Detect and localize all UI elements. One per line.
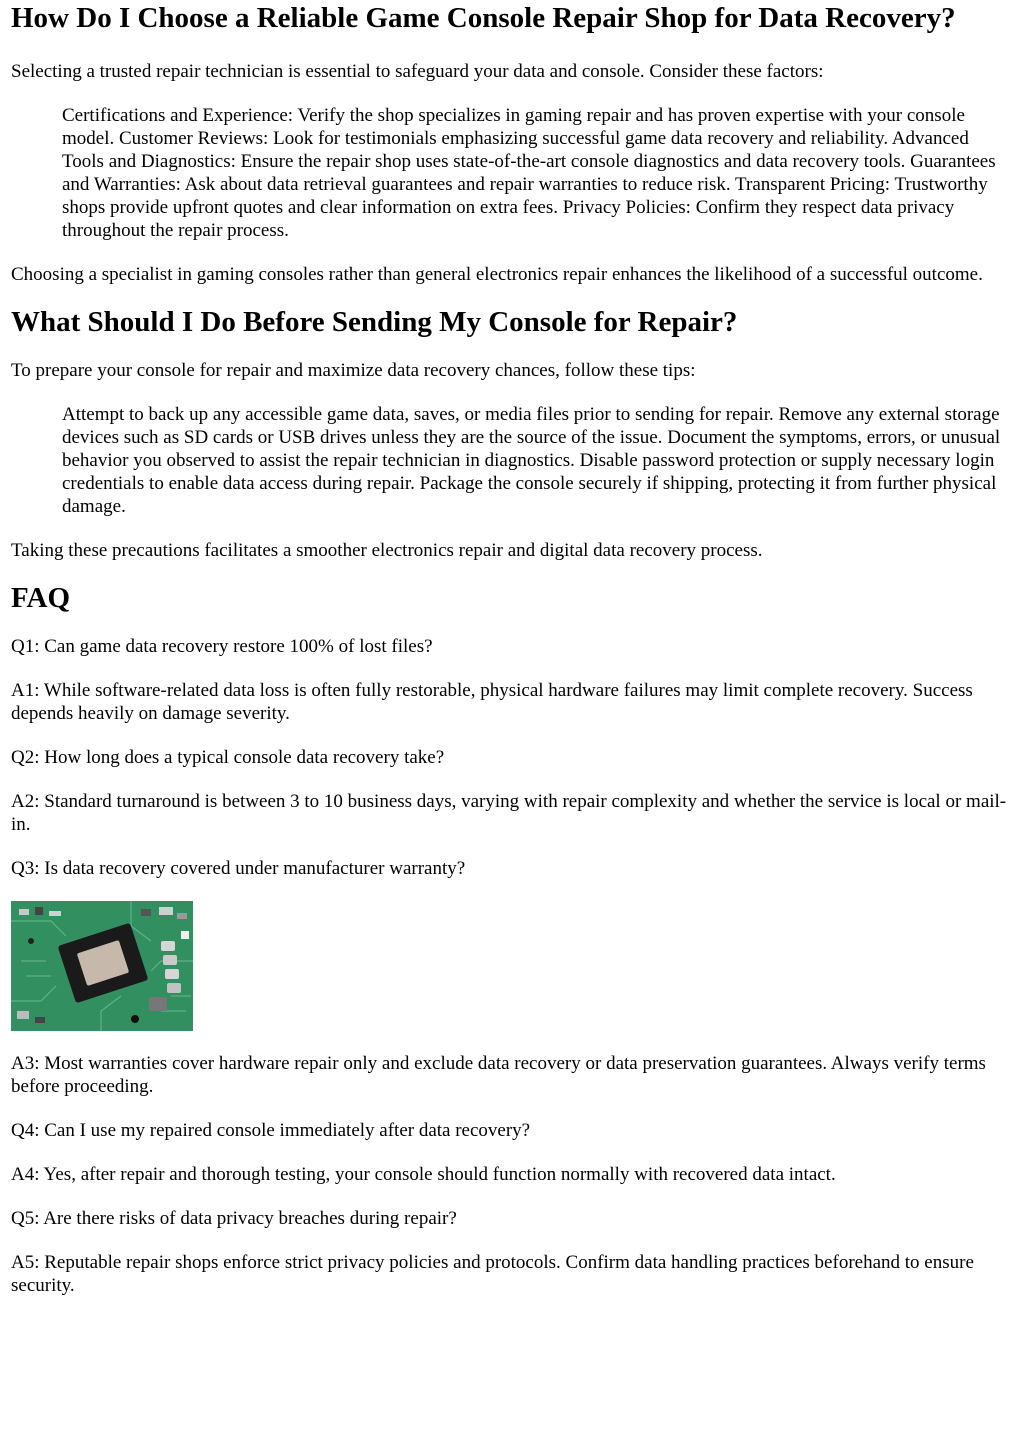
faq-answer: A5: Reputable repair shops enforce strict privacy policies and protocols. Confirm data handling practices beforehand to ensure security. xyxy=(11,1252,974,1296)
section-conclusion: Choosing a specialist in gaming consoles rather than general electronics repair enhances the likelihood of a successful outcome. xyxy=(11,264,983,285)
faq-answer: A1: While software-related data loss is often fully restorable, physical hardware failures may limit complete recovery. Success depends heavily on damage severity. xyxy=(11,680,973,724)
faq-heading: FAQ xyxy=(11,582,71,614)
section-heading-choose-shop: How Do I Choose a Reliable Game Console Repair Shop for Data Recovery? xyxy=(11,2,956,34)
section-heading-before-repair: What Should I Do Before Sending My Console for Repair? xyxy=(11,306,738,338)
circuit-board-image xyxy=(11,901,1014,1031)
faq-answer: A2: Standard turnaround is between 3 to 10 business days, varying with repair complexity and whether the service is local or mail-in. xyxy=(11,791,1007,835)
faq-answer: A3: Most warranties cover hardware repair only and exclude data recovery or data preservation guarantees. Always verify terms before proceeding. xyxy=(11,1053,986,1097)
faq-question: Q4: Can I use my repaired console immediately after data recovery? xyxy=(11,1120,531,1141)
faq-question: Q2: How long does a typical console data recovery take? xyxy=(11,747,445,768)
faq-question: Q1: Can game data recovery restore 100% of lost files? xyxy=(11,636,433,657)
factors-list: Certifications and Experience: Verify the shop specializes in gaming repair and has proven expertise with your console model. Customer Reviews: Look for testimonials emphasizing successful game data recovery and reliability. Advanced Tools and Diagnostics: Ensure the repair shop uses state-of-the-art console diagnostics and data recovery tools. Guarantees and Warranties: Ask about data retrieval guarantees and repair warranties to reduce risk. Transparent Pricing: Trustworthy shops provide upfront quotes and clear information on extra fees. Privacy Policies: Confirm they respect data privacy throughout the repair process. xyxy=(62,105,996,241)
faq-question: Q3: Is data recovery covered under manufacturer warranty? xyxy=(11,858,466,879)
tips-list: Attempt to back up any accessible game data, saves, or media files prior to sending for repair. Remove any external storage devices such as SD cards or USB drives unless they are the source of the issue. Document the symptoms, errors, or unusual behavior you observed to assist the repair technician in diagnostics. Disable password protection or supply necessary login credentials to enable data access during repair. Package the console securely if shipping, protecting it from further physical damage. xyxy=(62,404,1001,517)
section-intro: Selecting a trusted repair technician is essential to safeguard your data and console. Consider these factors: xyxy=(11,61,824,82)
faq-question: Q5: Are there risks of data privacy breaches during repair? xyxy=(11,1208,457,1229)
section-intro: To prepare your console for repair and maximize data recovery chances, follow these tips: xyxy=(11,360,696,381)
section-conclusion: Taking these precautions facilitates a smoother electronics repair and digital data recovery process. xyxy=(11,540,763,561)
faq-answer: A4: Yes, after repair and thorough testing, your console should function normally with recovered data intact. xyxy=(11,1164,836,1185)
